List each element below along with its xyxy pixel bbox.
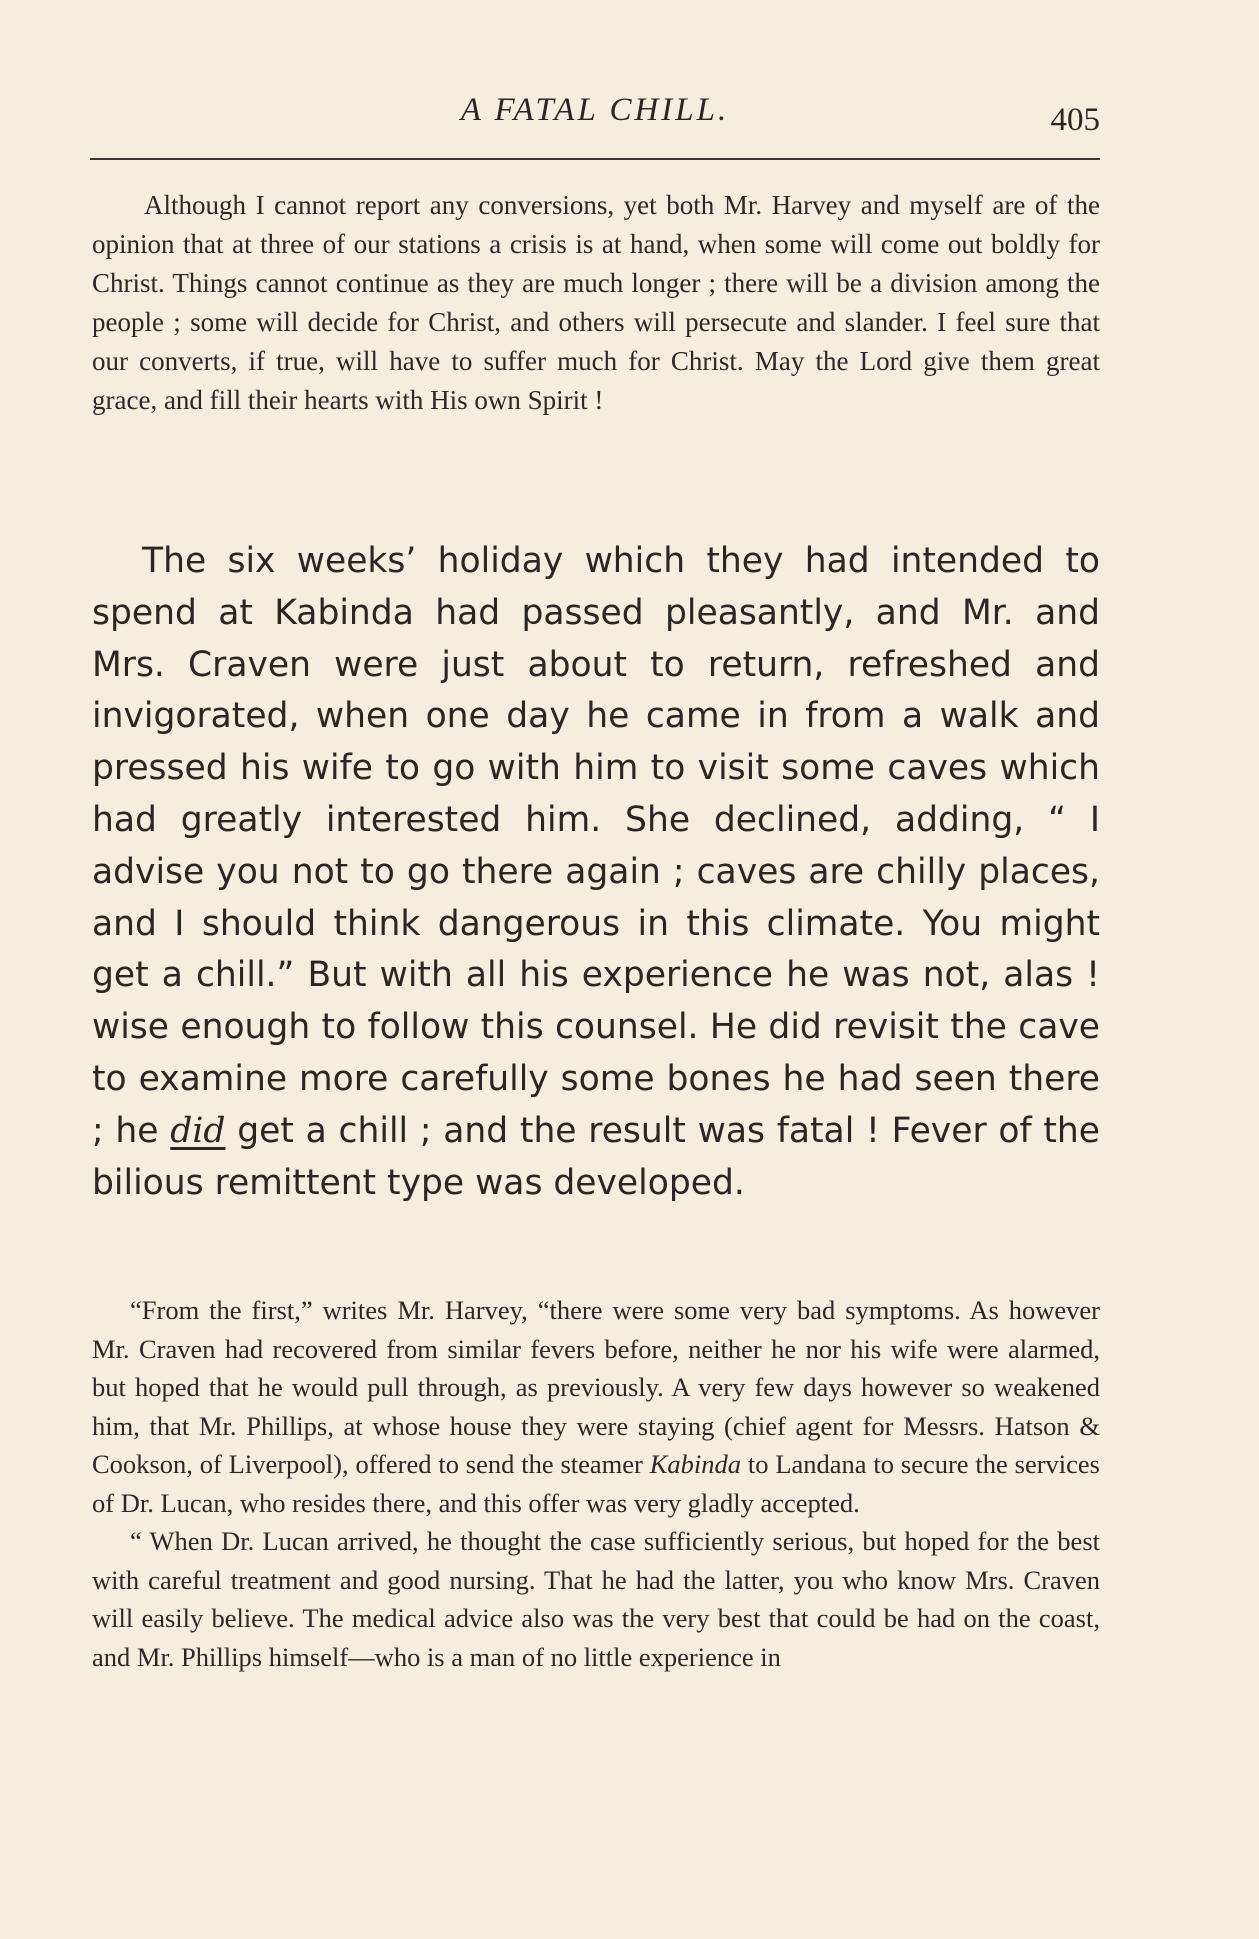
emphasized-word: did — [170, 1110, 226, 1151]
letter-paragraph-2: “ When Dr. Lucan arrived, he thought the case sufficiently serious, but hoped for the best with careful treatment and good nursing. That he had the latter, you who know Mrs. Craven will easily believe. The medical advice also was the very best that could be had on the coast, and Mr. Phillips himself—who is a man of no little experience in — [92, 1526, 1100, 1672]
ship-name: Kabinda — [649, 1449, 742, 1479]
letter-text-part-1: “From the first,” writes Mr. Harvey, “there were some very bad symptoms. As however Mr. Craven had recovered from similar fevers before, neither he nor his wife were alarmed, but hoped that he would pull through, as previously. A very few days however so weakened him, that Mr. Phillips, at whose house they were staying (chief agent for Messrs. Hatson & Cookson, of Liverpool), offered to send the steamer — [92, 1295, 1100, 1479]
page-number: 405 — [1050, 102, 1100, 138]
body-text-part-2: get a chill ; and the result was fatal ! Fever of the bilious remittent type was developed. — [92, 1110, 1101, 1203]
header-rule — [90, 158, 1100, 160]
main-text — [92, 536, 1100, 1209]
body-text-part-1: The six weeks’ holiday which they had intended to spend at Kabinda had passed pleasantly, and Mr. and Mrs. Craven were just about to return, refreshed and invigorated, when one day he came in from a walk and pressed his wife to go with him to visit some caves which had greatly interested him. She declined, adding, “ I advise you not to go there again ; caves are chilly places, and I should think dangerous in this climate. You might get a chill.” But with all his experience he was not, alas ! wise enough to follow this counsel. He did revisit the cave to examine more carefully some bones he had seen there ; he — [92, 541, 1100, 1151]
letter-text-part-2: to Landana to secure the services of Dr. Lucan, who resides there, and this offer was very gladly accepted. — [92, 1449, 1100, 1518]
quoted-paragraph: Although I cannot report any conversions, yet both Mr. Harvey and myself are of the opinion that at three of our stations a crisis is at hand, when some will come out boldly for Christ. Things cannot continue as they are much longer ; there will be a division among the people ; some will decide for Christ, and others will persecute and slander. I feel sure that our converts, if true, will have to suffer much for Christ. May the Lord give them great grace, and fill their hearts with His own Spirit ! — [92, 190, 1100, 415]
quoted-report — [92, 186, 1100, 420]
body-paragraph — [92, 536, 1100, 1209]
running-head — [90, 92, 1100, 142]
harvey-letter — [92, 1291, 1100, 1676]
letter-paragraph-1 — [92, 1291, 1100, 1522]
chapter-title: A FATAL CHILL. — [460, 92, 730, 128]
